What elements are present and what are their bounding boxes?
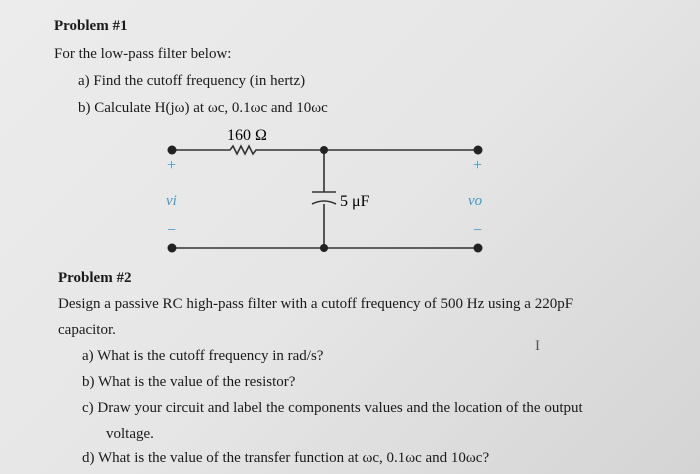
problem2-part-a: a) What is the cutoff frequency in rad/s?: [82, 348, 324, 364]
problem2-intro: Design a passive RC high-pass filter with a cutoff frequency of 500 Hz using a 220pF: [58, 296, 574, 312]
capacitor-symbol: [312, 192, 336, 204]
problem2-title: Problem #2: [58, 270, 132, 286]
text-cursor-icon: I: [535, 338, 540, 354]
problem2-part-d: d) What is the value of the transfer function at ωc, 0.1ωc and 10ωc?: [82, 450, 490, 466]
vout-plus: +: [473, 157, 483, 174]
low-pass-circuit: [150, 120, 510, 270]
terminal-in-top: [168, 146, 177, 155]
problem2-intro-cont: capacitor.: [58, 322, 116, 338]
vout-minus: −: [473, 222, 483, 239]
problem1-part-b: b) Calculate H(jω) at ωc, 0.1ωc and 10ωc: [78, 100, 328, 116]
vin-label: vi: [166, 193, 177, 209]
terminal-in-bottom: [168, 244, 177, 253]
problem1-part-a: a) Find the cutoff frequency (in hertz): [78, 73, 306, 89]
resistor-label: 160 Ω: [227, 127, 267, 144]
vin-plus: +: [167, 157, 177, 174]
vin-minus: −: [167, 222, 177, 239]
terminal-out-bottom: [474, 244, 483, 253]
problem2-part-b: b) What is the value of the resistor?: [82, 374, 296, 390]
problem1-intro: For the low-pass filter below:: [54, 46, 232, 62]
vout-label: vo: [468, 193, 483, 209]
problem2-part-c-cont: voltage.: [106, 426, 154, 442]
problem2-part-c: c) Draw your circuit and label the components values and the location of the output: [82, 400, 583, 416]
terminal-out-top: [474, 146, 483, 155]
capacitor-label: 5 μF: [340, 193, 370, 210]
problem1-title: Problem #1: [54, 18, 128, 34]
